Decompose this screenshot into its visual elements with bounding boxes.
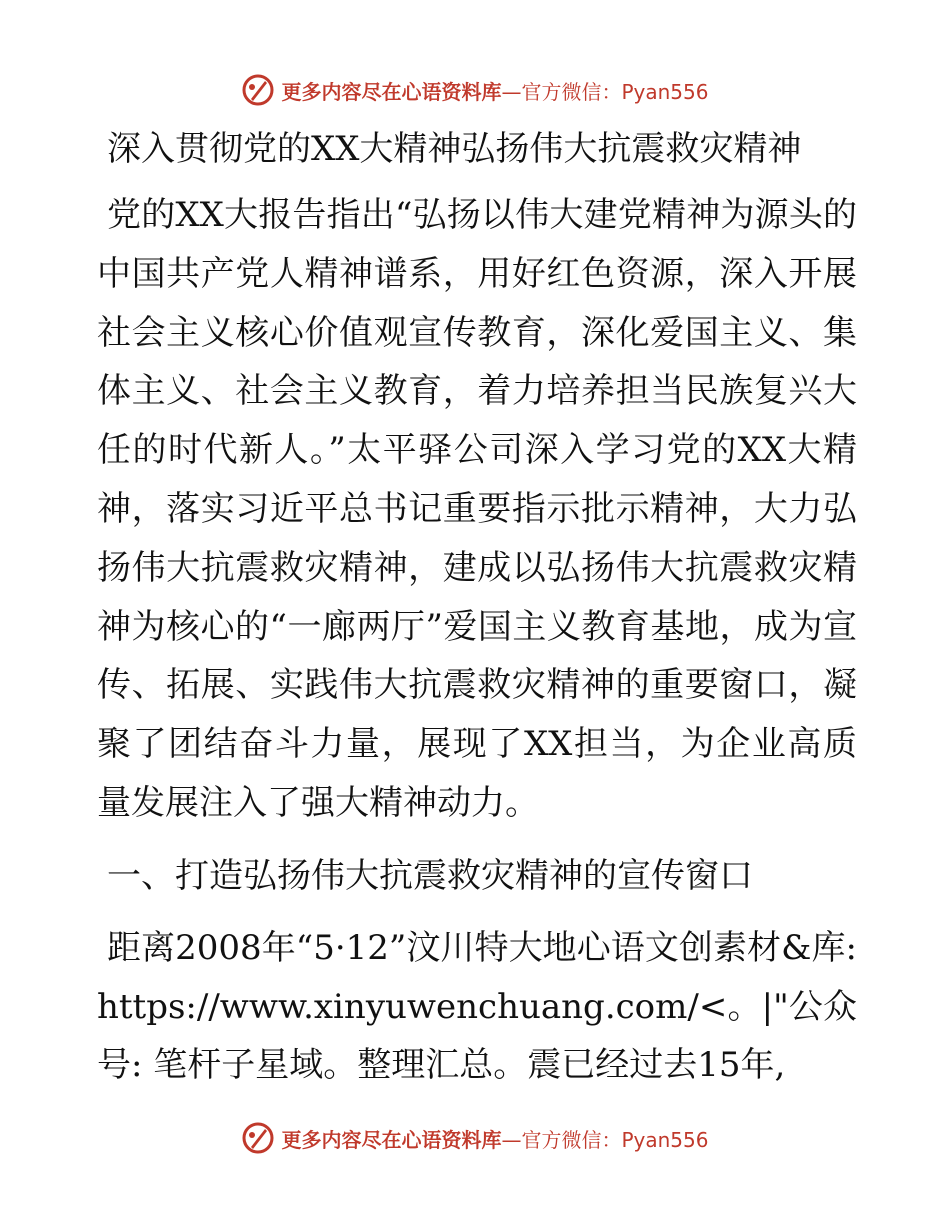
section-heading-1: 一、打造弘扬伟大抗震救灾精神的宣传窗口 [107, 855, 753, 896]
watermark-footer [0, 1118, 950, 1158]
paragraph-section-1: 距离2008年“5·12”汶川特大地心语文创素材&库: https://www.xinyuwenchuang.com/<。|"公众号: 笔杆子星域。整理汇总。震已经过去15年, [97, 927, 857, 1086]
document-body [97, 120, 857, 1109]
watermark-header [0, 70, 950, 110]
document-title: 深入贯彻党的XX大精神弘扬伟大抗震救灾精神 [107, 129, 802, 169]
quill-logo-icon [241, 1121, 275, 1155]
watermark-main-text: 更多内容尽在心语资料库 [281, 79, 502, 104]
watermark-contact-text: —官方微信：Pyan556 [501, 1127, 709, 1152]
watermark-contact-text: —官方微信：Pyan556 [501, 79, 709, 104]
paragraph-intro: 党的XX大报告指出“弘扬以伟大建党精神为源头的中国共产党人精神谱系，用好红色资源，深入开展社会主义核心价值观宣传教育，深化爱国主义、集体主义、社会主义教育，着力培养担当民族复兴大任的时代新人。”太平驿公司深入学习党的XX大精神，落实习近平总书记重要指示批示精神，大力弘扬伟大抗震救灾精神，建成以弘扬伟大抗震救灾精神为核心的“一廊两厅”爱国主义教育基地，成为宣传、拓展、实践伟大抗震救灾精神的重要窗口，凝聚了团结奋斗力量，展现了XX担当，为企业高质量发展注入了强大精神动力。 [97, 195, 857, 823]
quill-logo-icon [241, 73, 275, 107]
watermark-main-text: 更多内容尽在心语资料库 [281, 1127, 502, 1152]
